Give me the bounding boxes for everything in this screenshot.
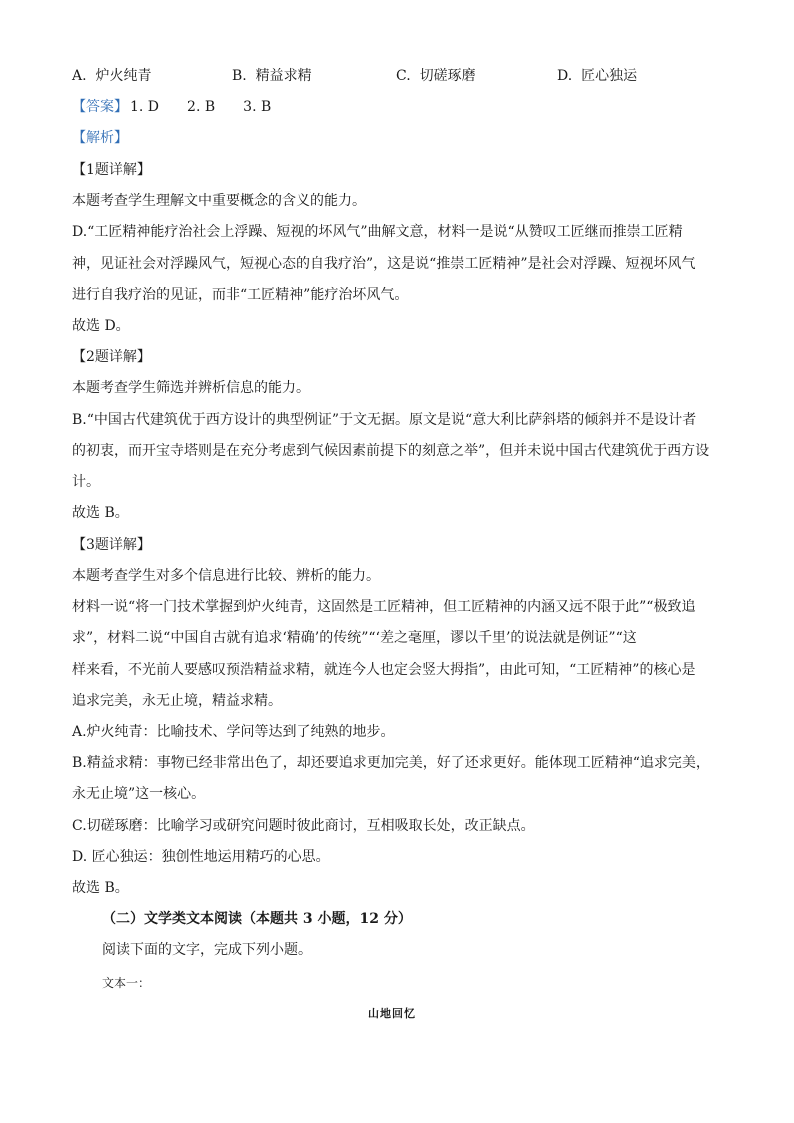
q2-line: 本题考查学生筛选并辨析信息的能力。 [72,380,310,396]
q3-heading: 【3题详解】 [72,537,151,553]
option-b [232,66,312,86]
answer-1: 1. D [130,99,160,115]
q1-line: 故选 D。 [72,318,130,334]
answer-line [72,97,271,117]
q3-line: 追求完美，永无止境，精益求精。 [72,693,282,709]
option-text: 匠心独运 [581,68,638,84]
q2-line: 故选 B。 [72,505,129,521]
q2-line: 的初衷，而开宝寺塔则是在充分考虑到气候因素前提下的刻意之举”，但并未说中国古代建筑优于西方设 [72,443,710,459]
q3-line: 故选 B。 [72,880,129,896]
text-label: 文本一： [102,976,151,990]
answer-3: 3. B [243,99,272,115]
q3-line: 永无止境”这一核心。 [72,786,206,802]
q3-line: 求”，材料二说“中国自古就有追求‘精确’的传统”“‘差之毫厘，谬以千里’的说法就是例证”“这 [72,630,637,646]
option-letter: C. [396,68,411,84]
section-heading: （二）文学类文本阅读（本题共 3 小题，12 分） [102,911,412,927]
answer-2: 2. B [187,99,216,115]
q3-line: B.精益求精：事物已经非常出色了，却还要追求更加完美，好了还求更好。能体现工匠精神“追求完美， [72,755,710,771]
option-d [557,66,637,86]
option-c [396,66,476,86]
instruction: 阅读下面的文字，完成下列小题。 [102,942,312,958]
option-letter: D. [557,68,573,84]
q3-line: 本题考查学生对多个信息进行比较、辨析的能力。 [72,568,380,584]
q2-line: 计。 [72,474,100,490]
q3-line: A.炉火纯青：比喻技术、学问等达到了纯熟的地步。 [72,724,395,740]
q1-line: 本题考查学生理解文中重要概念的含义的能力。 [72,193,366,209]
q2-heading: 【2题详解】 [72,349,151,365]
q1-line: D.“工匠精神能疗治社会上浮躁、短视的坏风气”曲解文意，材料一是说“从赞叹工匠继而推崇工匠精 [72,224,683,240]
q3-line: 样来看，不光前人要感叹预浩精益求精，就连今人也定会竖大拇指”，由此可知，“工匠精神”的核心是 [72,662,696,678]
option-text: 精益求精 [255,68,312,84]
q3-line: C.切磋琢磨：比喻学习或研究问题时彼此商讨，互相吸取长处，改正缺点。 [72,818,535,834]
option-text: 切磋琢磨 [419,68,476,84]
q1-line: 进行自我疗治的见证，而非“工匠精神”能疗治坏风气。 [72,287,409,303]
option-text: 炉火纯青 [95,68,152,84]
article-title: 山地回忆 [368,1007,416,1020]
analysis-label: 【解析】 [72,130,128,146]
q3-line: 材料一说“将一门技术掌握到炉火纯青，这固然是工匠精神，但工匠精神的内涵又远不限于此”“极致追 [72,599,696,615]
answer-label: 【答案】 [72,99,128,115]
option-letter: B. [232,68,247,84]
q2-line: B.“中国古代建筑优于西方设计的典型例证”于文无据。原文是说“意大利比萨斜塔的倾斜并不是设计者 [72,412,697,428]
option-a [72,66,151,86]
q1-heading: 【1题详解】 [72,162,151,178]
q3-line: D. 匠心独运：独创性地运用精巧的心思。 [72,849,330,865]
q1-line: 神，见证社会对浮躁风气，短视心态的自我疗治”，这是说“推崇工匠精神”是社会对浮躁、短视坏风气 [72,256,696,272]
option-letter: A. [72,68,87,84]
